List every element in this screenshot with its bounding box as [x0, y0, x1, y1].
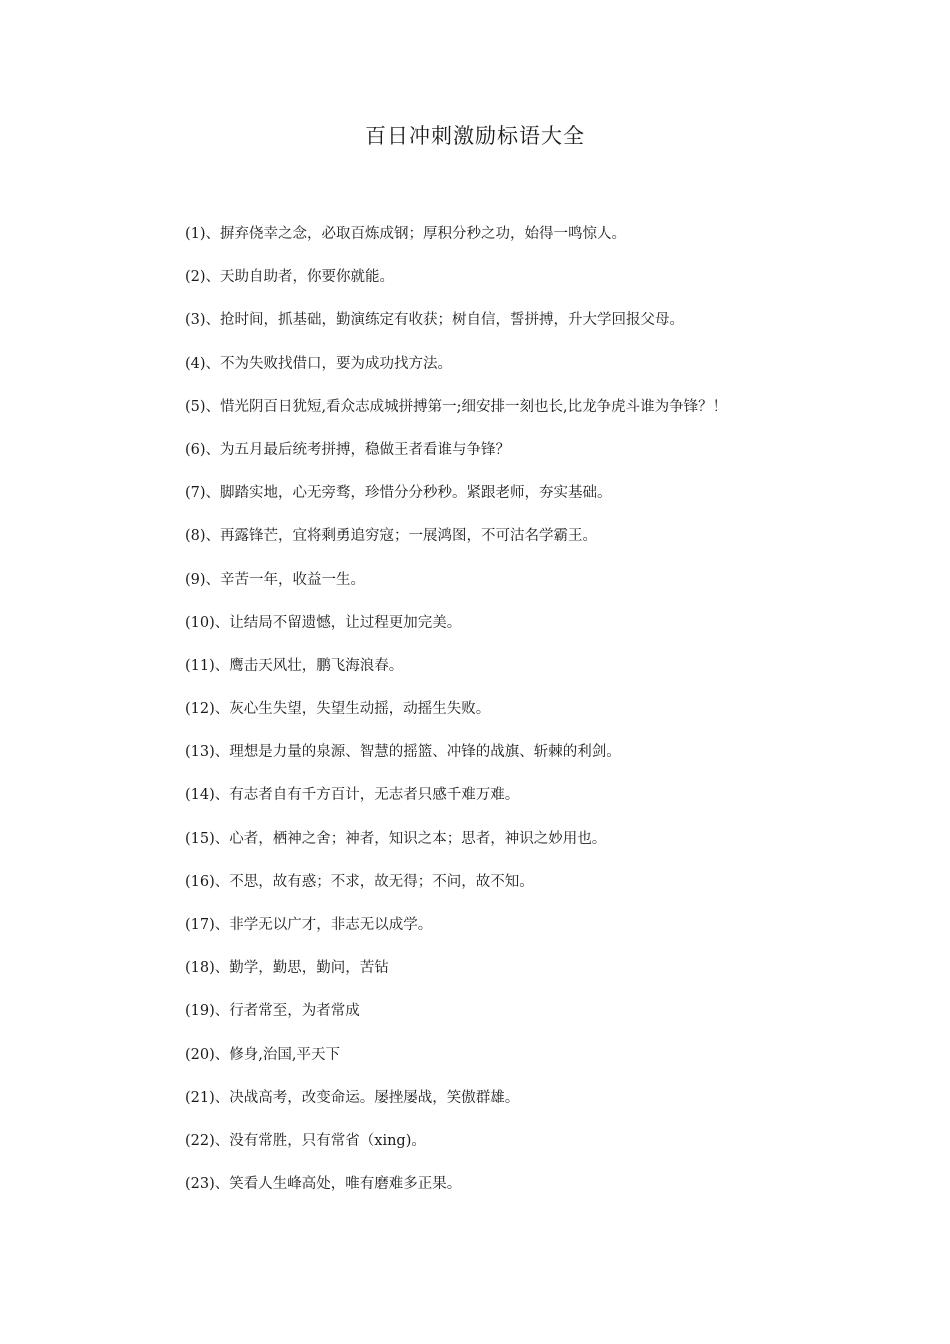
list-item: (13)、理想是力量的泉源、智慧的摇篮、冲锋的战旗、斩棘的利剑。: [185, 744, 621, 761]
list-item: (2)、天助自助者，你要你就能。: [185, 269, 395, 286]
list-item: (10)、让结局不留遗憾，让过程更加完美。: [185, 614, 462, 631]
list-item: (21)、决战高考，改变命运。屡挫屡战，笑傲群雄。: [185, 1089, 520, 1106]
list-item: (20)、修身,治国,平天下: [185, 1046, 340, 1063]
document-title: 百日冲刺激励标语大全: [365, 124, 585, 148]
slogan-list: [185, 222, 905, 1215]
list-item: (17)、非学无以广才，非志无以成学。: [185, 917, 433, 933]
list-item: (8)、再露锋芒，宜将剩勇追穷寇；一展鸿图，不可沽名学霸王。: [185, 528, 598, 545]
list-item: (6)、为五月最后统考拼搏，稳做王者看谁与争锋？: [185, 441, 511, 458]
list-item: (4)、不为失败找借口，要为成功找方法。: [185, 355, 453, 372]
list-item: (1)、摒弃侥幸之念，必取百炼成钢；厚积分秒之功，始得一鸣惊人。: [185, 226, 627, 242]
list-item: (14)、有志者自有千方百计，无志者只感千难万难。: [185, 787, 520, 804]
list-item: (15)、心者，栖神之舍；神者，知识之本；思者，神识之妙用也。: [185, 830, 607, 847]
list-item: (11)、鹰击天风壮，鹏飞海浪春。: [185, 657, 404, 674]
list-item: (19)、行者常至，为者常成: [185, 1003, 360, 1020]
list-item: (3)、抢时间，抓基础，勤演练定有收获；树自信，誓拼搏，升大学回报父母。: [185, 312, 685, 329]
list-item: (7)、脚踏实地，心无旁骛，珍惜分分秒秒。紧跟老师，夯实基础。: [185, 485, 612, 502]
list-item: (18)、勤学，勤思，勤问，苦钻: [185, 960, 389, 977]
list-item: (5)、惜光阴百日犹短,看众志成城拼搏第一;细安排一刻也长,比龙争虎斗谁为争锋？！: [185, 398, 728, 415]
list-item: (23)、笑看人生峰高处，唯有磨难多正果。: [185, 1176, 462, 1193]
list-item: (12)、灰心生失望，失望生动摇，动摇生失败。: [185, 701, 491, 718]
list-item: (9)、辛苦一年，收益一生。: [185, 571, 366, 588]
list-item: (16)、不思，故有惑；不求，故无得；不问，故不知。: [185, 873, 534, 890]
list-item: (22)、没有常胜，只有常省（xing)。: [185, 1132, 426, 1149]
